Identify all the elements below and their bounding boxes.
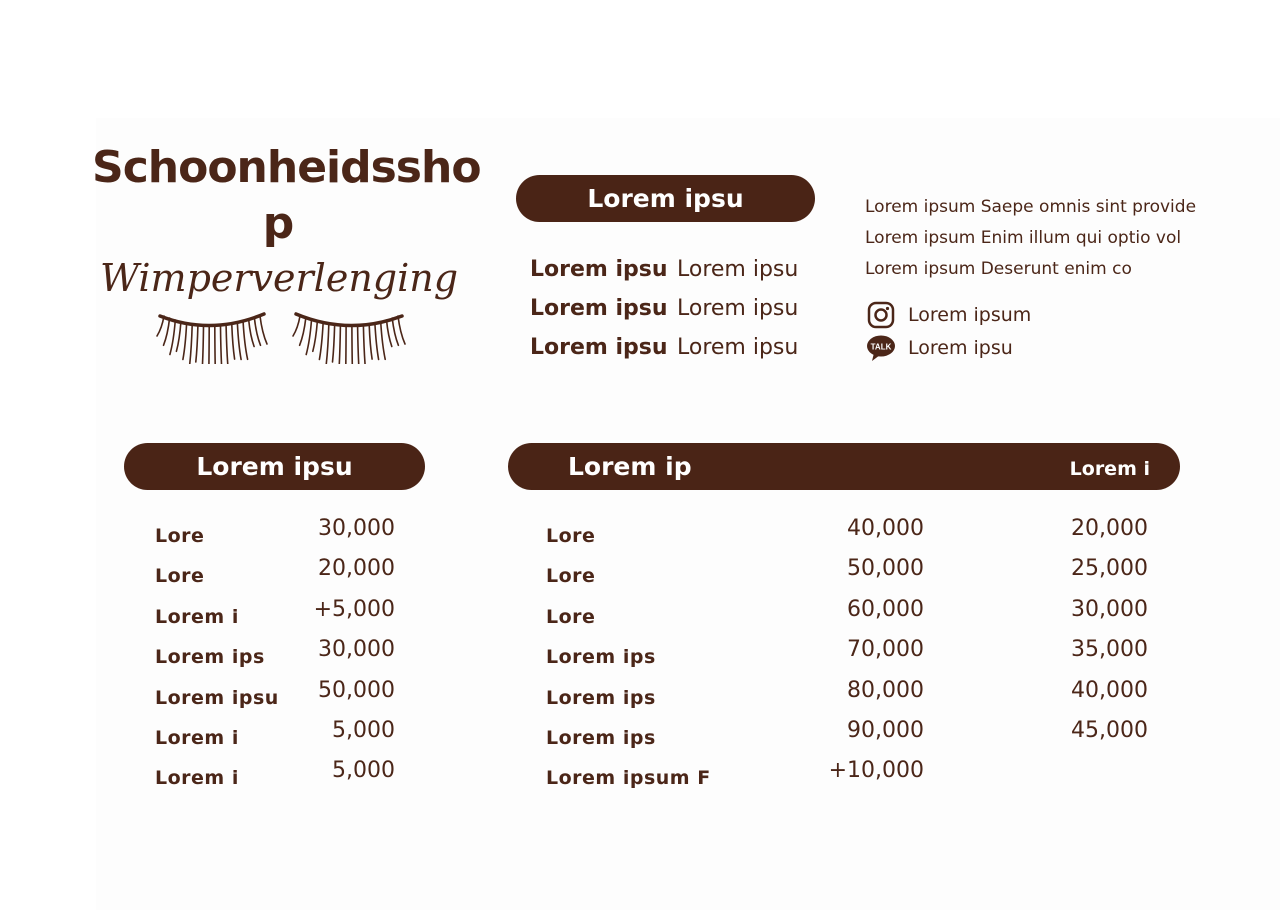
item-price: +10,000: [828, 758, 924, 784]
item-name: Lorem ipsum F: [546, 767, 711, 790]
item-name: Lorem i: [155, 605, 239, 628]
menu-right-heading-secondary: Lorem i: [1069, 458, 1150, 480]
brand-subtitle: Wimperverlenging: [100, 256, 459, 300]
hours-value: Lorem ipsu: [677, 335, 799, 360]
item-name: Lorem ips: [155, 646, 265, 669]
hours-label: Lorem ipsu: [530, 296, 668, 321]
item-price-secondary: 30,000: [1071, 596, 1148, 622]
instagram-label: Lorem ipsum: [908, 304, 1032, 326]
list-item: [155, 512, 395, 552]
item-price-secondary: 40,000: [1071, 677, 1148, 703]
list-item: [155, 714, 395, 754]
item-name: Lore: [155, 525, 205, 547]
list-item: [546, 512, 1148, 552]
list-item: [546, 674, 1148, 714]
item-price-secondary: 35,000: [1071, 637, 1148, 663]
item-price: 50,000: [318, 677, 395, 703]
item-price: 60,000: [847, 596, 924, 622]
item-price: 20,000: [318, 556, 395, 582]
item-name: Lorem ips: [546, 646, 656, 669]
item-price: 50,000: [847, 556, 924, 582]
item-name: Lore: [546, 565, 596, 588]
item-name: Lorem i: [155, 726, 239, 749]
item-price: 40,000: [847, 516, 924, 541]
list-item: [155, 552, 395, 592]
list-item: [546, 754, 1148, 794]
list-item: [546, 714, 1148, 754]
item-name: Lorem i: [155, 767, 239, 790]
item-name: Lorem ipsu: [155, 686, 279, 709]
list-item: [155, 633, 395, 673]
item-price: 5,000: [332, 758, 395, 784]
menu-left-heading: Lorem ipsu: [124, 443, 425, 490]
item-price: 30,000: [318, 637, 395, 663]
hours-row: [530, 252, 817, 291]
item-name: Lore: [546, 605, 596, 628]
item-price: 30,000: [318, 516, 395, 541]
list-item: [546, 633, 1148, 673]
item-price: 80,000: [847, 677, 924, 703]
info-note: Lorem ipsum Saepe omnis sint provide: [865, 197, 1197, 217]
hours-value: Lorem ipsu: [677, 257, 799, 282]
hours-row: [530, 291, 817, 330]
list-item: [546, 552, 1148, 592]
brand-title-line-2: p: [262, 198, 294, 249]
kakaotalk-badge-text: TALK: [870, 342, 892, 352]
brand-title: [92, 140, 481, 252]
hours-value: Lorem ipsu: [677, 296, 799, 321]
hours-row: [530, 330, 817, 369]
menu-right-heading: [508, 443, 1180, 490]
instagram-contact[interactable]: [866, 300, 1031, 330]
list-item: [546, 593, 1148, 633]
hours-label: Lorem ipsu: [530, 257, 668, 282]
brand-title-line-1: Schoonheidssho: [92, 142, 481, 193]
menu-left-list: [155, 512, 395, 795]
item-price-secondary: 20,000: [1071, 516, 1148, 541]
item-price: 90,000: [847, 717, 924, 743]
eyelashes-logo: [156, 306, 406, 364]
info-note: Lorem ipsum Enim illum qui optio vol: [865, 228, 1182, 248]
item-name: Lore: [546, 525, 596, 547]
item-name: Lore: [155, 565, 205, 588]
item-name: Lorem ips: [546, 686, 656, 709]
kakaotalk-label: Lorem ipsu: [908, 337, 1013, 359]
item-price-secondary: 25,000: [1071, 556, 1148, 582]
item-price: 70,000: [847, 637, 924, 663]
info-note: Lorem ipsum Deserunt enim co: [865, 259, 1132, 279]
list-item: [155, 754, 395, 794]
kakaotalk-contact[interactable]: [866, 333, 1013, 363]
list-item: [155, 593, 395, 633]
hours-label: Lorem ipsu: [530, 335, 668, 360]
menu-right-heading-label: Lorem ip: [568, 452, 692, 481]
kakaotalk-icon: [866, 333, 896, 363]
hours-list: [530, 252, 817, 369]
hours-heading: Lorem ipsu: [516, 175, 815, 222]
item-price: 5,000: [332, 717, 395, 743]
item-price-secondary: 45,000: [1071, 717, 1148, 743]
item-price: +5,000: [313, 596, 395, 622]
info-notes: [865, 192, 1265, 285]
item-name: Lorem ips: [546, 726, 656, 749]
menu-right-list: [546, 512, 1148, 795]
list-item: [155, 674, 395, 714]
instagram-icon: [866, 300, 896, 330]
